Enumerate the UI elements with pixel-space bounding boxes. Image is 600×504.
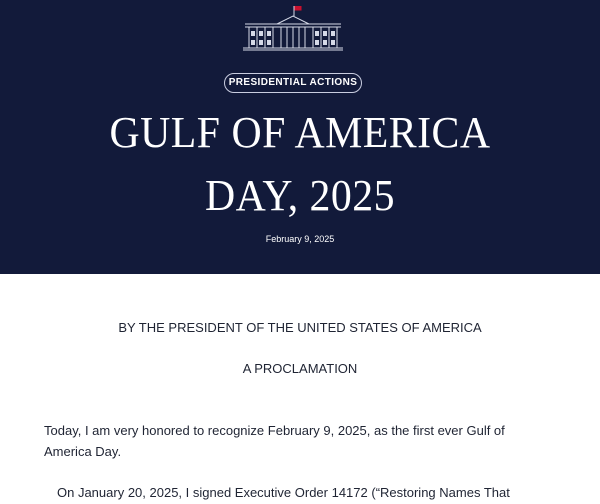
category-tag-presidential-actions[interactable]: PRESIDENTIAL ACTIONS [224, 73, 362, 93]
page-title-line-1: GULF OF AMERICA [109, 108, 491, 157]
page-title-line-2: DAY, 2025 [204, 171, 396, 220]
flag-icon [295, 6, 302, 11]
body-paragraph-2: On January 20, 2025, I signed Executive Order 14172 (“Restoring Names That [57, 485, 510, 500]
publish-date: February 9, 2025 [265, 234, 335, 244]
white-house-icon[interactable] [241, 4, 345, 52]
byline: BY THE PRESIDENT OF THE UNITED STATES OF AMERICA [118, 320, 482, 335]
body-paragraph-1: Today, I am very honored to recognize February 9, 2025, as the first ever Gulf of America Day. [44, 423, 505, 459]
proclamation-label: A PROCLAMATION [242, 361, 358, 376]
